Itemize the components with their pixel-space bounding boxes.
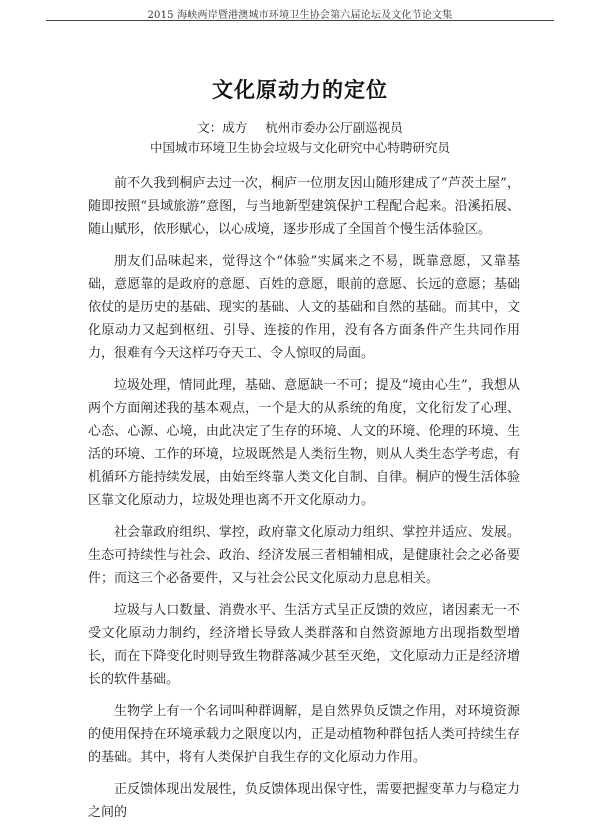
author-name: 文：成方 — [197, 120, 248, 135]
paragraph: 垃圾与人口数量、消费水平、生活方式呈正反馈的效应，诸因素无一不受文化原动力制约，经济增长导致人类群落和自然资源地方出现指数型增长，而在下降变化时则导致生物群落减少甚至灭绝，文化原动力正是经济增长的软件基础。 — [88, 603, 520, 687]
paragraph: 生物学上有一个名词叫种群调解，是自然界负反馈之作用，对环境资源的使用保持在环境承载力之限度以内，正是动植物种群包括人类可持续生存的基础。其中，将有人类保护自我生存的文化原动力作用。 — [88, 704, 520, 765]
paragraph: 社会靠政府组织、掌控，政府靠文化原动力组织、掌控并适应、发展。生态可持续性与社会、政治、经济发展三者相辅相成，是健康社会之必备要件；而这三个必备要件，又与社会公民文化原动力息息相关。 — [88, 525, 520, 586]
article-title: 文化原动力的定位 — [212, 78, 388, 102]
header-rule — [46, 20, 554, 21]
paragraph: 垃圾处理，情同此理，基础、意愿缺一不可；提及“境由心生”，我想从两个方面阐述我的基本观点，一个是大的从系统的角度，文化衍发了心理、心态、心源、心境，由此决定了生存的环境、人文的环境、伦理的环境、生活的环境、工作的环境，垃圾既然是人类衍生物，则从人类生态学考虑，有机循环方能持续发展，由始至终靠人类文化自制、自律。桐庐的慢生活体验区靠文化原动力，垃圾处理也离不开文化原动力。 — [88, 378, 520, 508]
paragraph: 朋友们品味起来，觉得这个“体验”实属来之不易，既靠意愿，又靠基础，意愿靠的是政府的意愿、百姓的意愿，眼前的意愿、长远的意愿；基础依仗的是历史的基础、现实的基础、人文的基础和自然的基础。而其中，文化原动力又起到枢纽、引导、连接的作用，没有各方面条件产生共同作用力，很难有今天这样巧夺天工、令人惊叹的局面。 — [88, 254, 520, 361]
author-byline — [0, 118, 600, 136]
paragraph: 正反馈体现出发展性，负反馈体现出保守性，需要把握变革力与稳定力之间的 — [88, 782, 520, 820]
author-affiliation: 杭州市委办公厅副巡视员 — [265, 120, 403, 135]
running-header: 2015 海峡两岸暨港澳城市环境卫生协会第六届论坛及文化节论文集 — [147, 10, 453, 21]
article-body — [88, 172, 520, 833]
paragraph: 前不久我到桐庐去过一次，桐庐一位朋友因山随形建成了“芦茨土屋”，随即按照“县域旅游”意图，与当地新型建筑保护工程配合起来。沿溪拓展、随山赋形，依形赋心，以心成境，逐步形成了全国首个慢生活体验区。 — [88, 176, 520, 237]
author-role: 中国城市环境卫生协会垃圾与文化研究中心特聘研究员 — [149, 140, 450, 155]
